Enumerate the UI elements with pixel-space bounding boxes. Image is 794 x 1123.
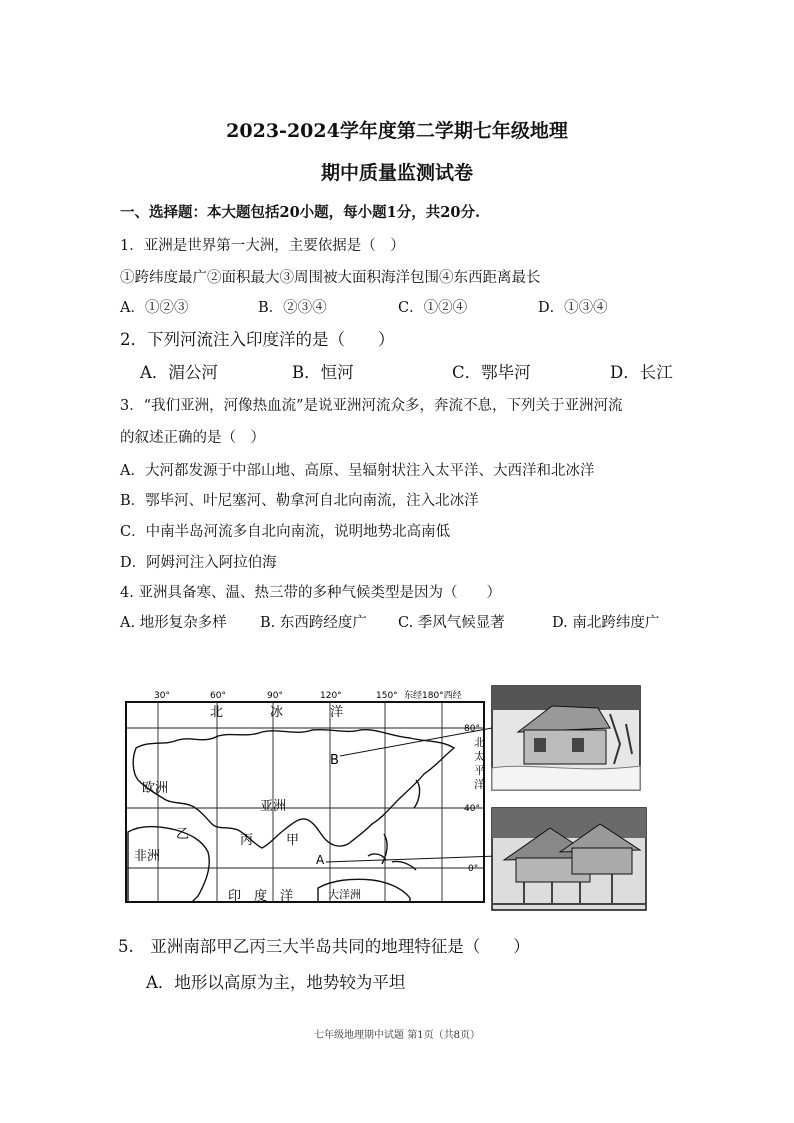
ocean-label: 洋: [330, 705, 344, 720]
option-c: C. 季风气候显著: [398, 615, 505, 631]
question-3-stem-line1: 3．“我们亚洲，河像热血流”是说亚洲河流众多，奔流不息，下列关于亚洲河流: [120, 398, 623, 414]
question-1-stem: 1．亚洲是世界第一大洲，主要依据是（ ）: [120, 238, 405, 254]
peninsula-label-bing: 丙: [240, 833, 254, 848]
ocean-label: 北: [210, 705, 224, 720]
option-b: B．恒河: [292, 363, 354, 382]
region-label-asia: 亚洲: [260, 799, 287, 814]
option-d: D．①③④: [538, 300, 608, 316]
question-1-options: [120, 296, 680, 318]
point-b-label: B: [330, 753, 339, 768]
exam-title-line2: 期中质量监测试卷: [320, 162, 473, 184]
region-label-oceania: 大洋洲: [328, 888, 361, 901]
question-2-options: [140, 359, 700, 383]
ocean-label: 冰: [270, 705, 284, 720]
lat-label: 80°: [464, 724, 480, 734]
lon-label: 90°: [267, 691, 283, 701]
option-c: C．①②④: [398, 300, 468, 316]
section-heading: 一、选择题：本大题包括20小题，每小题1分，共20分.: [120, 204, 480, 221]
lon-label: 30°: [154, 691, 170, 701]
question-3-stem-line2: 的叙述正确的是（ ）: [120, 430, 265, 446]
question-3-option-d: D．阿姆河注入阿拉伯海: [120, 555, 277, 571]
peninsula-label-jia: 甲: [286, 833, 300, 848]
region-label-europe: 欧洲: [142, 781, 169, 796]
region-label-africa: 非洲: [134, 849, 161, 864]
photo-tropical-house: [492, 808, 646, 910]
question-1-items: ①跨纬度最广②面积最大③周围被大面积海洋包围④东西距离最长: [120, 270, 541, 286]
lat-label: 40°: [464, 804, 480, 814]
option-a: A. 地形复杂多样: [120, 615, 227, 631]
page-footer: 七年级地理期中试题 第1页（共8页）: [314, 1030, 480, 1041]
side-label: 平: [474, 764, 485, 777]
question-5-option-a: A．地形以高原为主，地势较为平坦: [146, 973, 406, 992]
lat-label: 0°: [468, 864, 479, 874]
peninsula-label-yi: 乙: [176, 827, 190, 842]
lon-label: 60°: [210, 691, 226, 701]
lon-label: 120°: [320, 691, 342, 701]
question-3-option-b: B．鄂毕河、叶尼塞河、勒拿河自北向南流，注入北冰洋: [120, 493, 479, 509]
option-d: D．长江: [610, 363, 673, 382]
option-b: B．②③④: [258, 300, 327, 316]
question-4-options: [120, 611, 690, 633]
point-a-label: A: [316, 853, 325, 867]
question-3-option-a: A．大河都发源于中部山地、高原、呈辐射状注入太平洋、大西洋和北冰洋: [120, 463, 595, 479]
question-3-option-c: C．中南半岛河流多自北向南流，说明地势北高南低: [120, 524, 451, 540]
lon-label: 东经180°西经: [404, 691, 462, 701]
ocean-label-indian: 印 度 洋: [228, 889, 294, 904]
side-label: 洋: [474, 778, 485, 791]
option-a: A．湄公河: [140, 363, 218, 382]
question-4-stem: 4. 亚洲具备寒、温、热三带的多种气候类型是因为（ ）: [120, 585, 501, 601]
lon-label: 150°: [376, 691, 398, 701]
exam-title-line1: 2023-2024学年度第二学期七年级地理: [226, 120, 568, 142]
question-5-stem: 5. 亚洲南部甲乙丙三大半岛共同的地理特征是（ ）: [118, 937, 530, 956]
side-label: 太: [474, 750, 485, 763]
question-2-stem: 2．下列河流注入印度洋的是（ ）: [120, 330, 395, 349]
option-a: A．①②③: [120, 300, 189, 316]
asia-map-figure: [120, 684, 650, 914]
option-b: B. 东西跨经度广: [260, 615, 367, 631]
photo-cold-house: [492, 686, 640, 790]
option-c: C．鄂毕河: [452, 363, 531, 382]
side-label: 北: [474, 736, 485, 749]
option-d: D. 南北跨纬度广: [552, 615, 660, 631]
